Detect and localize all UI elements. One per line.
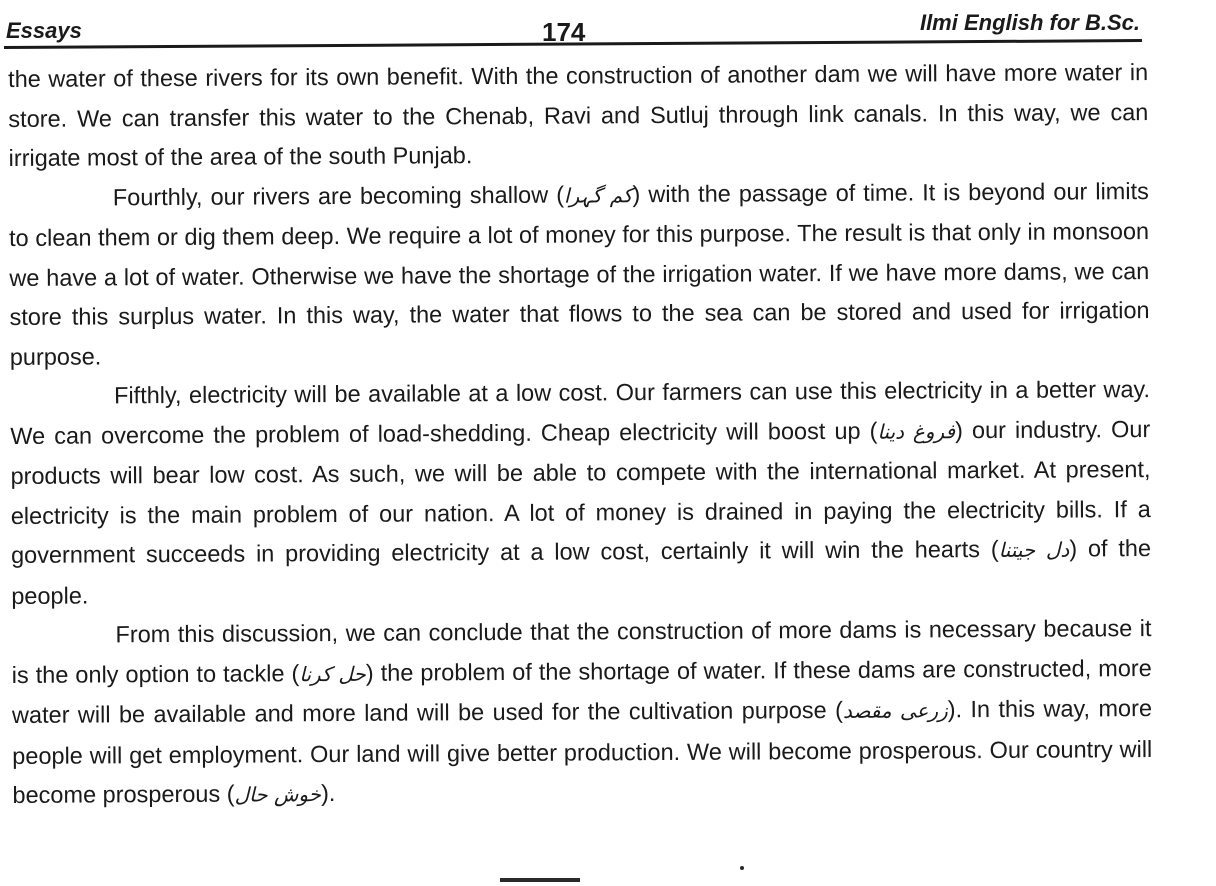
paragraph-text: Fifthly, electricity will be available at a low cost. Our farmers can use this electricity in a better way. We can overcome the problem of load-shedding. Cheap electricity will boost up ( [10, 376, 1151, 449]
paragraph-text: ). [320, 780, 336, 807]
book-title: Ilmi English for B.Sc. [919, 10, 1140, 35]
paragraph [11, 609, 1152, 816]
paragraph-text: From this discussion, we can conclude that the construction of more dams is necessary because it is the only option to tackle ( [11, 615, 1152, 688]
paragraph-text: ) the problem of the shortage of water. If these dams are constructed, more water will be available and more land will be used for the cultivation purpose ( [11, 654, 1152, 728]
section-title: Essays [6, 18, 82, 43]
paragraph-text: ). In this way, more people will get employment. Our land will give better production. We will become prosperous. Our country will become prosperous ( [12, 695, 1153, 808]
page-number: 174 [542, 17, 586, 47]
urdu-gloss: کم گہرا [563, 182, 633, 208]
paragraph-text: ) of the people. [11, 535, 1152, 609]
paragraph-text: ) our industry. Our products will bear low cost. As such, we will be able to compete with the international market. At present, electricity is the main problem of our nation. A lot of money is drained in paying the electricity bills. If a government succeeds in providing electricity at a low cost, certainly it will win the hearts ( [10, 415, 1151, 568]
footer-mark [500, 878, 580, 882]
paragraph [10, 370, 1151, 616]
urdu-gloss: خوش حال [234, 782, 322, 807]
essay-body [8, 53, 1153, 816]
paragraph-text: the water of these rivers for its own benefit. With the construction of another dam we will have more water in store. We can transfer this water to the Chenab, Ravi and Sutluj through link canals. In this way, we can irrigate most of the area of the south Punjab. [8, 59, 1149, 171]
paragraph-text: Fourthly, our rivers are becoming shallow ( [112, 181, 565, 210]
page-header [0, 0, 1216, 50]
urdu-gloss: فروغ دینا [877, 418, 956, 444]
urdu-gloss: حل کرنا [299, 661, 366, 686]
paragraph [8, 53, 1149, 178]
urdu-gloss: زرعی مقصد [842, 698, 948, 723]
urdu-gloss: دل جیتنا [998, 537, 1070, 562]
footer-dot [740, 866, 744, 870]
paragraph-text: ) with the passage of time. It is beyond our limits to clean them or dig them deep. We require a lot of money for this purpose. The result is that only in monsoon we have a lot of water. Otherwise we have the shortage of the irrigation water. If we have more dams, we can store this surplus water. In this way, the water that flows to the sea can be stored and used for irrigation purpose. [9, 177, 1150, 370]
paragraph [9, 172, 1150, 377]
